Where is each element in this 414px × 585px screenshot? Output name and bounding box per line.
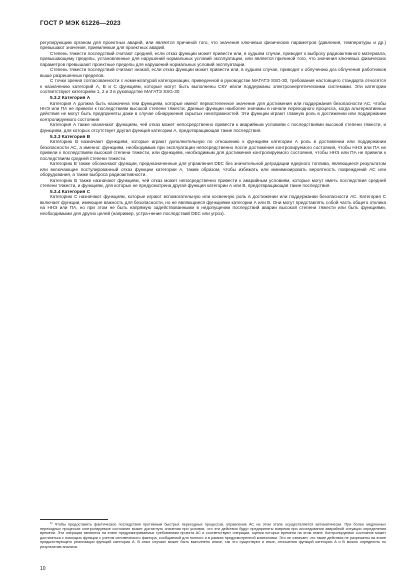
section-heading-category-b: 5.3.3 Категория В [50, 133, 91, 139]
paragraph: Категория А также назначают функциям, чей отказ может непосредственно привести к аварийным условиям с последствиями высокой степени тяжести, и функциям, для которых отсутствует другая функция категории А, предотвращающая такие последствия. [40, 122, 386, 133]
footnote-separator [40, 519, 108, 520]
document-header: ГОСТ Р МЭК 61226—2023 [40, 20, 121, 27]
paragraph: Категорию С назначают функциям, которые играют вспомогательную или косвенную роль в достижении или поддержании безопасности АС. Категория С включает функции, имеющие важность для безопасности, но не являющиеся функциями категории А или В. Они могут представлять собой часть общего отклика на ННЭ или ПА, но при этом не быть напрямую задействованными в недопущении последствий аварии высокой степени тяжести или быть функциями, необходимыми для других целей (например, устра-нение последствий DEC или угроз). [40, 194, 386, 216]
paragraph: Категорию В также обозначают функции, предназначенные для управления DEC без значительной деградации ядерного топлива, являющиеся результатом или включающие постулированный отказ функции категории А, таким образом, чтобы избежать или минимизировать вероятность повреждений АС или оборудования, а также выброса радиоактивности. [40, 161, 386, 178]
paragraph: Степень тяжести последствий считают средней, если отказ функции может привести или, в худшем случае, приводит к выбросу радиоактивного материала, превышающему пределы, установленные для нарушений нормальных условий эксплуатации, или является причиной того, что значения ключевых физических параметров превышают проектные пределы для нарушений нормальных условий эксплуатации. [40, 50, 386, 67]
footnote [40, 521, 386, 549]
paragraph: Категорию В назначают функциям, которые играют дополнительную по отношению к функциям категории А роль в достижении или поддержании безопасности АС, а именно: функциям, необходимым при эксплуатации непосредственно после достижения контролируемого состояния, чтобы ННЭ или ПА не привели к последствиям высокой степени тяжести, или функциям, необходимым для достижения контролируемого состояния, чтобы ННЭ или ПА не привели к последствиям средней степени тяжести. [40, 139, 386, 161]
page-number: 10 [40, 566, 46, 572]
paragraph: регулирующим органом для проектных аварий, или является причиной того, что значения ключевых физических параметров (давления, температуры и др.) превышают значения, приемлемые для проектных аварий. [40, 40, 386, 51]
section-heading-category-c: 5.3.4 Категория С [50, 189, 91, 195]
paragraph: Категорию В также назначают функциям, чей отказ может непосредственно привести к аварийным условиям, которые могут иметь последствия средней степени тяжести, и функциям, для которых не предусмотрена другая функция категории А или В, предотвращающая такие последствия. [40, 177, 386, 188]
document-body [40, 40, 386, 216]
paragraph: С точки зрения согласованности с номенклатурой категоризации, приведенной в руководстве МАГАТЭ SSG-30, требования настоящего стандарта относятся к назначению категорий А, В и С функциям, которые могут быть выполнены СКУ и/или поддержаны электроэнергетическими системами. Эти категории соответствуют категориям 1, 2 и 3 в руководстве МАГАТЭ SSG-30 [40, 78, 386, 95]
paragraph: Категория А должна быть назначена тем функциям, которые имеют первостепенное значение для достижения или поддержания безопасности АС, чтобы ННЭ или ПА не привели к последствиям высокой степени тяжести. Данные функции наиболее значимы в начале переходного процесса, когда альтернативные действия не могут быть предприняты даже в случае обнаружения скрытых неисправностей. Эти функции играют главную роль в достижении или поддержании контролируемого состояния [40, 100, 386, 122]
footnote-text: Чтобы предоставить фактическое последствия противным быстрых переходных процессов, управление АС на этом этапе осуществляется автоматически. При более медленных переходных процессах контролируемое состояние может достигнуть значения при условии, что эти действия будут предприняты вовремя при исследовании аварийной ситуации определения времени. Эти операции являются на этапе предусматриваемых требованиям проекта АС и соответствуют операции, оценки которых времени на этом этапе. Контролируемое состояние может достигаться с помощью функции с учетом человеческого фактора, сообщаемой для полного и в рамках предусмотренной компоновки. Это не означает, что такие действия не разрешены на этапе предшествующего реализации функций категории А. В иных случаях может быть выполнено иначе, так что существуют и иные, отношения функций категории А и В можно определить по результатам анализа. [40, 522, 387, 549]
section-heading-category-a: 5.3.2 Категория А [50, 95, 91, 101]
paragraph: Степень тяжести последствий считают низкой, если отказ функции может привести или, в худшем случае, приводит к облучению доз облучения работников выше разрешенных пределов. [40, 67, 386, 78]
footnote-marker: 1) [50, 521, 53, 525]
